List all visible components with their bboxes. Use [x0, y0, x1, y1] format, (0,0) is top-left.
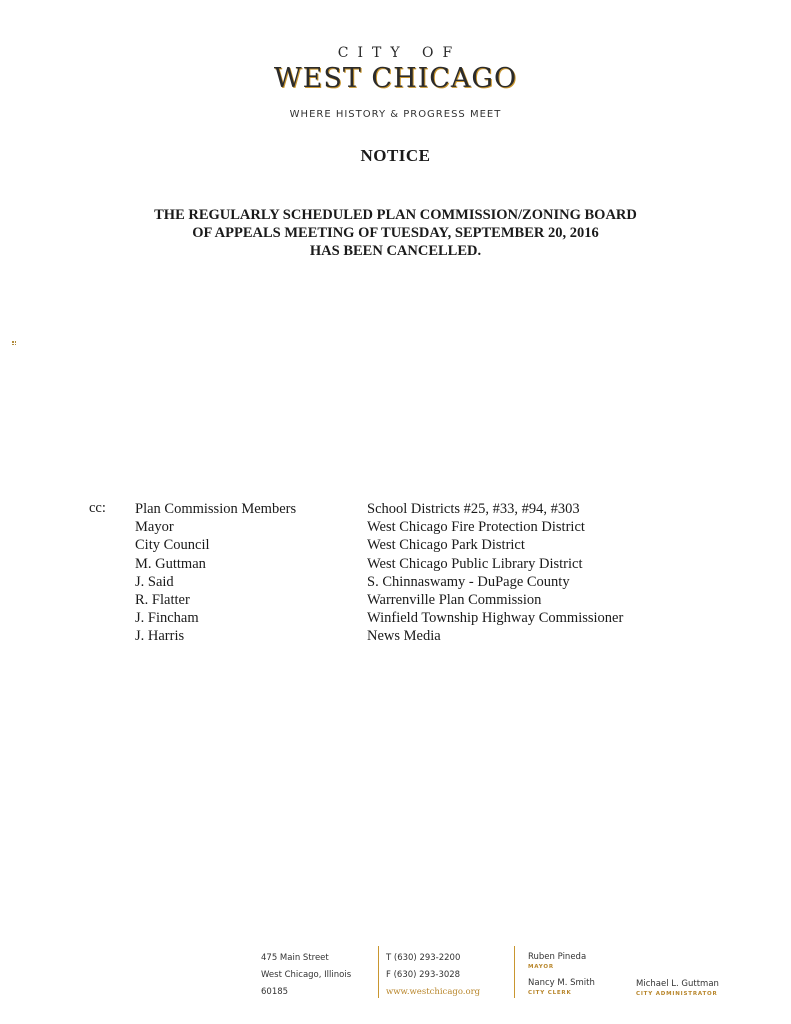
cc-recipient: R. Flatter	[135, 592, 190, 609]
footer-official-administrator	[636, 979, 719, 998]
cc-recipient: Plan Commission Members	[135, 501, 297, 517]
footer-website-link[interactable]: www.westchicago.org	[386, 987, 481, 997]
footer-divider	[378, 946, 379, 998]
letterhead	[0, 44, 791, 120]
footer-official-clerk	[528, 978, 595, 997]
cc-recipient: West Chicago Fire Protection District	[367, 519, 585, 536]
official-title: CITY CLERK	[528, 990, 572, 996]
footer-official-mayor	[528, 952, 586, 971]
cc-recipient: Mayor	[135, 519, 174, 536]
official-name: Nancy M. Smith	[528, 978, 595, 988]
notice-body-line: HAS BEEN CANCELLED.	[309, 243, 482, 259]
notice-body	[0, 206, 791, 260]
footer-divider	[514, 946, 515, 998]
cc-recipient: City Council	[135, 537, 210, 554]
official-name: Michael L. Guttman	[636, 979, 719, 989]
cc-recipient: West Chicago Park District	[367, 537, 525, 554]
cc-recipient: M. Guttman	[135, 555, 206, 572]
cc-recipient: J. Harris	[135, 628, 185, 645]
notice-body-line: OF APPEALS MEETING OF TUESDAY, SEPTEMBER 20, 2016	[192, 225, 599, 241]
cc-recipient: Winfield Township Highway Commissioner	[367, 610, 624, 627]
cc-recipient: School Districts #25, #33, #94, #303	[367, 501, 580, 517]
cc-recipient: West Chicago Public Library District	[367, 555, 583, 572]
official-name: Ruben Pineda	[528, 952, 587, 962]
cc-recipient: J. Fincham	[135, 610, 199, 627]
footer-address-line: West Chicago, Illinois	[261, 970, 352, 980]
scan-speck	[12, 341, 16, 345]
letterhead-city-of: CITY OF	[337, 45, 462, 61]
cc-recipient: News Media	[367, 628, 441, 645]
footer-contact	[386, 950, 480, 1001]
cc-recipient: J. Said	[135, 573, 174, 590]
notice-body-line: THE REGULARLY SCHEDULED PLAN COMMISSION/ZONING BOARD	[154, 207, 637, 223]
cc-list-left	[135, 500, 296, 646]
footer-fax: F (630) 293-3028	[386, 970, 461, 980]
cc-recipient: Warrenville Plan Commission	[367, 592, 542, 609]
footer-address-line: 60185	[261, 987, 289, 997]
letterhead-tagline: WHERE HISTORY & PROGRESS MEET	[289, 109, 502, 120]
letterhead-city-name: WEST CHICAGO	[273, 63, 518, 94]
cc-recipient: S. Chinnaswamy - DuPage County	[367, 573, 570, 590]
notice-heading: NOTICE	[360, 146, 431, 165]
footer-address	[261, 950, 351, 1001]
cc-label: cc:	[89, 500, 106, 516]
official-title: MAYOR	[528, 964, 554, 970]
official-title: CITY ADMINISTRATOR	[636, 991, 718, 997]
cc-list-right	[367, 500, 623, 646]
footer-address-line: 475 Main Street	[261, 953, 329, 963]
footer-phone: T (630) 293-2200	[386, 953, 461, 963]
